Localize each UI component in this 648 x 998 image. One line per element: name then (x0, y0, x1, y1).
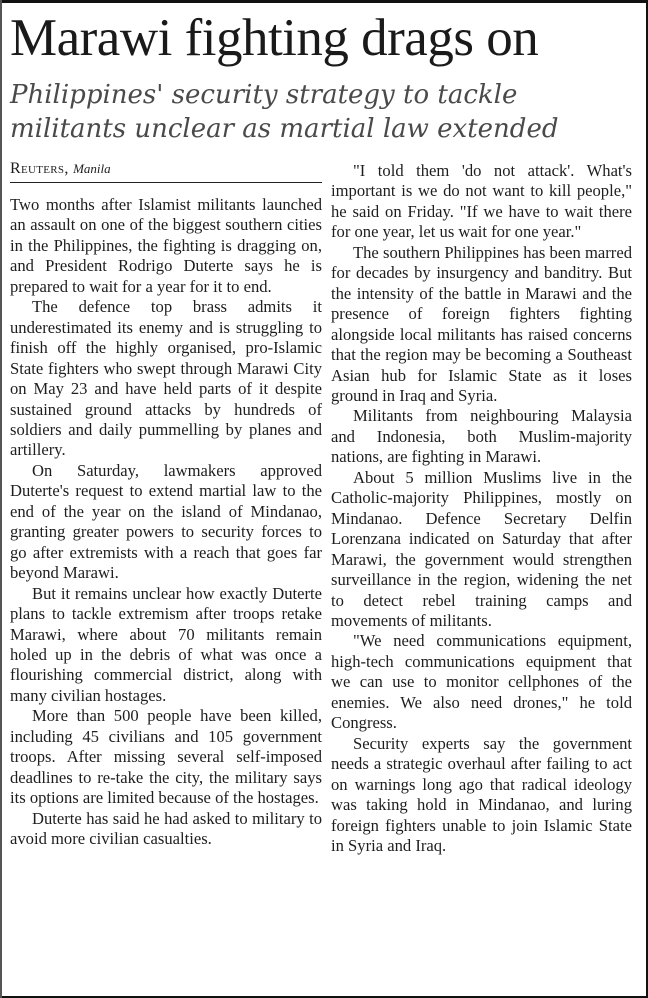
article-column-left (10, 195, 322, 850)
article-paragraph: Militants from neighbouring Malaysia and Indonesia, both Muslim-majority nations, are fighting in Marawi. (331, 406, 632, 467)
article-paragraph: "I told them 'do not attack'. What's important is we do not want to kill people," he said on Friday. "If we have to wait there for one year, let us wait for one year." (331, 161, 632, 242)
article-paragraph: More than 500 people have been killed, including 45 civilians and 105 government troops. After missing several self-imposed deadlines to re-take the city, the military says its options are limited because of the hostages. (10, 706, 322, 808)
byline-location: Manila (73, 161, 111, 176)
article-column-right (331, 161, 632, 856)
byline-agency: Reuters, (10, 160, 69, 177)
article-paragraph: Duterte has said he had asked to military to avoid more civilian casualties. (10, 808, 322, 849)
article-paragraph: The southern Philippines has been marred for decades by insurgency and banditry. But the intensity of the battle in Marawi and the presence of foreign fighters fighting alongside local militants has raised concerns that the region may be becoming a Southeast Asian hub for Islamic State as it loses ground in Iraq and Syria. (331, 242, 632, 405)
headline: Marawi fighting drags on (10, 9, 539, 67)
article-paragraph: Security experts say the government needs a strategic overhaul after failing to act on warnings long ago that radical ideology was taking hold in Mindanao, and luring foreign fighters unable to join Islamic State in Syria and Iraq. (331, 733, 632, 855)
top-border-rule (0, 0, 646, 3)
left-border-rule (0, 0, 2, 998)
article-paragraph: The defence top brass admits it underestimated its enemy and is struggling to finish off the highly organised, pro-Islamic State fighters who swept through Marawi City on May 23 and have held parts of it despite sustained ground attacks by hundreds of soldiers and daily pummelling by planes and artillery. (10, 297, 322, 460)
article-paragraph: Two months after Islamist militants launched an assault on one of the biggest southern cities in the Philippines, the fighting is dragging on, and President Rodrigo Duterte says he is prepared to wait for a year for it to end. (10, 195, 322, 296)
article-paragraph: About 5 million Muslims live in the Catholic-majority Philippines, mostly on Mindanao. Defence Secretary Delfin Lorenzana indicated on Saturday that after Marawi, the government would strengthen surveillance in the region, widening the net to detect rebel training camps and movements of militants. (331, 467, 632, 630)
subheadline: Philippines' security strategy to tackle militants unclear as martial law extended (10, 80, 559, 144)
article-paragraph: But it remains unclear how exactly Duterte plans to tackle extremism after troops retake Marawi, where about 70 militants remain holed up in the debris of what was once a flourishing commercial district, along with many civilian hostages. (10, 583, 322, 705)
byline (10, 160, 322, 183)
article-paragraph: On Saturday, lawmakers approved Duterte's request to extend martial law to the end of the year on the island of Mindanao, granting greater powers to security forces to go after extremists with a reach that goes far beyond Marawi. (10, 460, 322, 583)
article-paragraph: "We need communications equipment, high-tech communications equipment that we can use to monitor cellphones of the enemies. We also need drones," he told Congress. (331, 631, 632, 733)
